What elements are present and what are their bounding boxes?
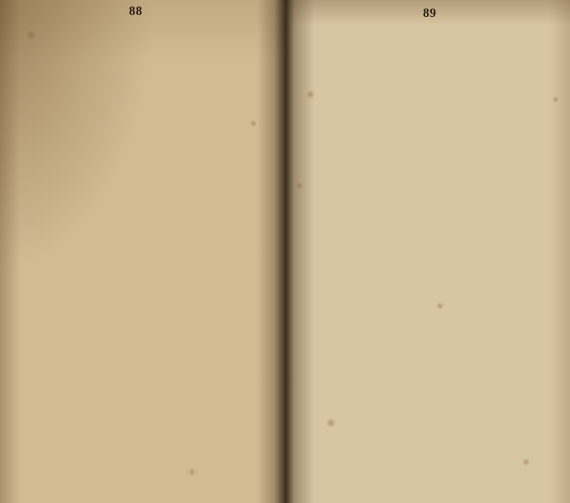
text-line bbox=[300, 205, 560, 216]
recipe-heading bbox=[300, 470, 560, 481]
text-line bbox=[300, 38, 560, 49]
text-line bbox=[300, 94, 560, 105]
text-line bbox=[300, 170, 560, 181]
text-line bbox=[300, 216, 560, 227]
text-line bbox=[300, 138, 560, 149]
text-line bbox=[300, 425, 560, 436]
text-line bbox=[300, 393, 560, 404]
text-line bbox=[22, 315, 272, 327]
paragraph bbox=[300, 38, 560, 60]
paragraph bbox=[22, 36, 272, 71]
page-number: 88 bbox=[129, 4, 143, 18]
text-line bbox=[300, 272, 560, 283]
recipe-heading bbox=[300, 349, 560, 360]
text-line bbox=[300, 337, 560, 348]
text-line bbox=[22, 438, 272, 450]
text-line bbox=[300, 294, 560, 305]
recipe-heading bbox=[22, 207, 272, 219]
text-line bbox=[22, 377, 272, 389]
text-line bbox=[300, 148, 560, 159]
paragraph bbox=[22, 438, 272, 496]
text-line bbox=[22, 147, 272, 159]
text-line bbox=[22, 350, 272, 362]
text-line bbox=[300, 371, 560, 382]
text-line bbox=[300, 482, 560, 493]
text-line bbox=[22, 59, 272, 71]
text-line bbox=[300, 436, 560, 447]
text-line bbox=[300, 127, 560, 138]
text-line bbox=[300, 382, 560, 393]
recipe-heading bbox=[300, 61, 560, 72]
paragraph bbox=[300, 272, 560, 348]
text-line bbox=[300, 283, 560, 294]
text-line bbox=[22, 266, 272, 278]
text-line bbox=[22, 182, 272, 194]
text-line bbox=[22, 97, 272, 109]
paragraph bbox=[300, 447, 560, 469]
paragraph bbox=[300, 361, 560, 447]
text-line bbox=[300, 415, 560, 426]
text-line bbox=[22, 473, 272, 485]
text-line bbox=[22, 86, 272, 98]
page-number: 89 bbox=[423, 6, 437, 20]
text-line bbox=[300, 315, 560, 326]
paragraph bbox=[300, 73, 560, 181]
text-line bbox=[22, 48, 272, 60]
text-line bbox=[300, 237, 560, 248]
text-line bbox=[300, 49, 560, 60]
text-line bbox=[22, 109, 272, 121]
text-line bbox=[22, 411, 272, 423]
recipe-heading bbox=[300, 183, 560, 194]
text-line bbox=[22, 449, 272, 461]
paragraph bbox=[300, 194, 560, 259]
text-line bbox=[300, 248, 560, 259]
text-line bbox=[22, 231, 272, 243]
recipe-heading bbox=[22, 364, 272, 376]
left-page-text bbox=[22, 36, 272, 496]
text-line bbox=[300, 404, 560, 415]
text-line bbox=[300, 326, 560, 337]
text-line bbox=[22, 289, 272, 301]
text-line bbox=[300, 159, 560, 170]
text-line bbox=[22, 243, 272, 255]
text-line bbox=[22, 400, 272, 412]
recipe-heading bbox=[22, 73, 272, 85]
text-line bbox=[22, 277, 272, 289]
text-line bbox=[22, 388, 272, 400]
text-line bbox=[300, 116, 560, 127]
text-line bbox=[22, 170, 272, 182]
recipe-heading bbox=[300, 261, 560, 272]
text-line bbox=[300, 447, 560, 458]
text-line bbox=[300, 84, 560, 95]
paragraph bbox=[22, 147, 272, 205]
text-line bbox=[22, 120, 272, 132]
text-line bbox=[300, 226, 560, 237]
paragraph bbox=[22, 219, 272, 300]
text-line bbox=[300, 361, 560, 372]
text-line bbox=[300, 304, 560, 315]
text-line bbox=[300, 105, 560, 116]
paragraph bbox=[22, 315, 272, 361]
text-line bbox=[22, 158, 272, 170]
right-page bbox=[286, 0, 570, 503]
right-page-text bbox=[300, 38, 560, 493]
paragraph bbox=[22, 377, 272, 423]
text-line bbox=[22, 254, 272, 266]
recipe-heading bbox=[22, 303, 272, 315]
paragraph bbox=[300, 482, 560, 493]
recipe-heading bbox=[22, 134, 272, 146]
recipe-heading bbox=[22, 425, 272, 437]
text-line bbox=[22, 461, 272, 473]
text-line bbox=[22, 327, 272, 339]
text-line bbox=[300, 194, 560, 205]
text-line bbox=[22, 219, 272, 231]
text-line bbox=[300, 73, 560, 84]
text-line bbox=[22, 36, 272, 48]
text-line bbox=[300, 458, 560, 469]
paragraph bbox=[22, 86, 272, 132]
text-line bbox=[22, 484, 272, 496]
text-line bbox=[22, 193, 272, 205]
text-line bbox=[22, 339, 272, 351]
